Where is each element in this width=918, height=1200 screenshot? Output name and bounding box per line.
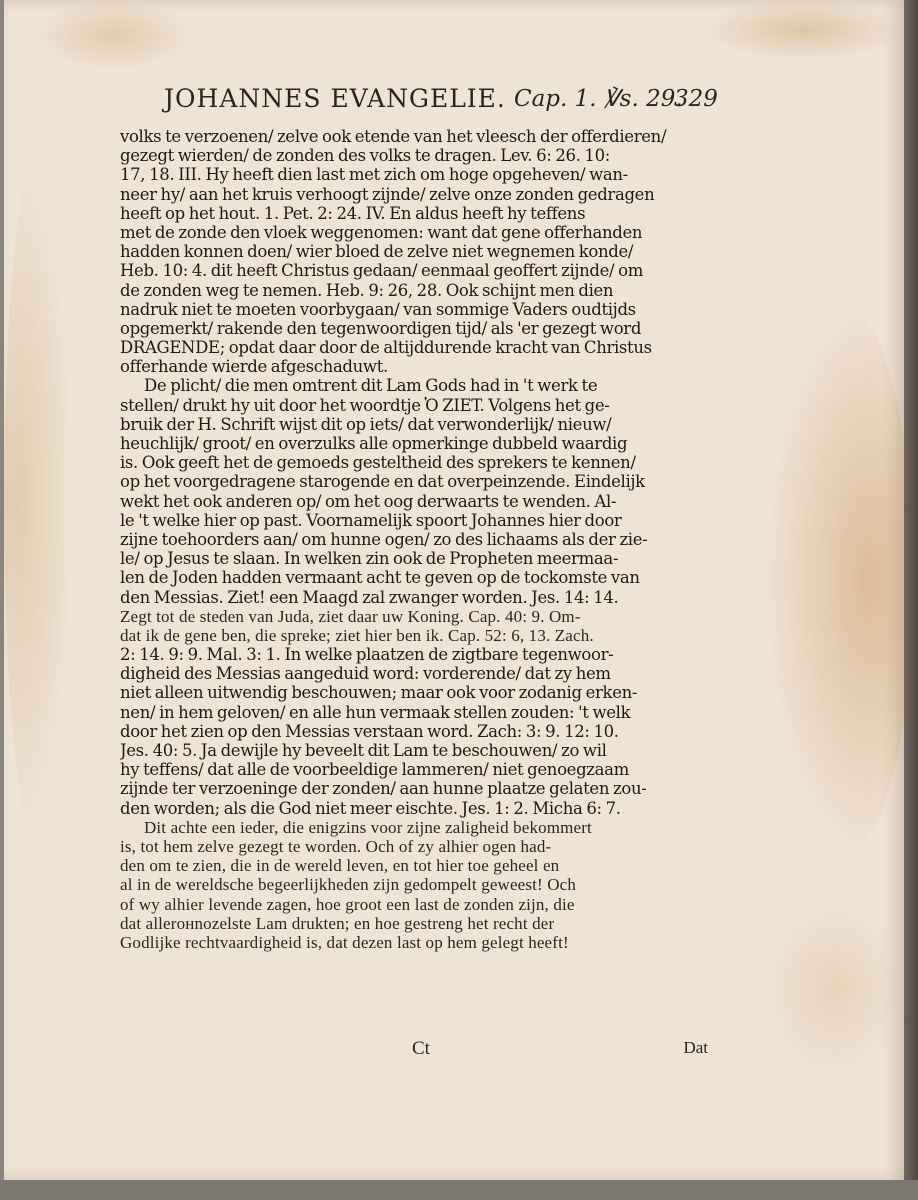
text-line: met de zonde den vloek weggenomen: want dat gene offerhanden	[120, 222, 643, 242]
signature-mark: Ct	[412, 1038, 430, 1059]
text-line: le/ op Jesus te slaan. In welken zin ook de Propheten meermaa-	[120, 549, 619, 569]
text-line: of wy alhier levende zagen, hoe groot een last de zonden zijn, die	[120, 894, 575, 914]
text-line: door het zien op den Messias verstaan word. Zach: 3: 9. 12: 10.	[120, 721, 619, 741]
text-line: bruik der H. Schrift wijst dit op iets/ dat verwonderlijk/ nieuw/	[120, 414, 612, 434]
text-line: DRAGENDE; opdat daar door de altijddurende kracht van Christus	[120, 338, 652, 358]
text-line: nadruk niet te moeten voorbygaan/ van sommige Vaders oudtijds	[120, 299, 636, 319]
text-line: is. Ook geeft het de gemoeds gesteltheid des sprekers te kennen/	[120, 453, 636, 473]
text-line: stellen/ drukt hy uit door het woordtje Ὁ ZIET. Volgens het ge-	[120, 395, 610, 415]
text-line: Dit achte een ieder, die enigzins voor zijne zaligheid bekommert	[144, 817, 592, 837]
chapter-reference: Cap. 1. ℣s. 29.	[514, 86, 683, 112]
text-line: De plicht/ die men omtrent dit Lam Gods had in 't werk te	[144, 376, 598, 396]
book-page	[4, 0, 904, 1180]
book-spine-edge	[904, 0, 918, 1200]
text-line: 2: 14. 9: 9. Mal. 3: 1. In welke plaatzen de zigtbare tegenwoor-	[120, 645, 614, 665]
text-line: den Messias. Ziet! een Maagd zal zwanger worden. Jes. 14: 14.	[120, 587, 619, 607]
text-line: gezegt wierden/ de zonden des volks te dragen. Lev. 6: 26. 10:	[120, 146, 610, 166]
text-line: len de Joden hadden vermaant acht te geven op de tockomste van	[120, 568, 640, 588]
text-line: offerhande wierde afgeschaduwt.	[120, 357, 388, 377]
text-line: dat allerонnozelste Lam drukten; en hoe gestreng het recht der	[120, 913, 555, 933]
page-bottom-edge	[0, 1180, 918, 1200]
text-line: 17, 18. III. Hy heeft dien last met zich om hoge opgeheven/ wan-	[120, 165, 628, 185]
text-line: hy teffens/ dat alle de voorbeeldige lammeren/ niet genoegzaam	[120, 760, 629, 780]
text-line: opgemerkt/ rakende den tegenwoordigen tijd/ als 'er gezegt word	[120, 318, 642, 338]
text-line: Godlijke rechtvaardigheid is, dat dezen last op hem gelegt heeft!	[120, 932, 569, 952]
page-number: 329	[674, 86, 718, 112]
water-stain	[704, 0, 904, 60]
text-line: den worden; als die God niet meer eischte. Jes. 1: 2. Micha 6: 7.	[120, 798, 621, 818]
text-line: dat ik de gene ben, die spreke; ziet hier ben ik. Cap. 52: 6, 13. Zach.	[120, 625, 594, 645]
text-line: hadden konnen doen/ wier bloed de zelve niet wegnemen konde/	[120, 242, 634, 262]
text-line: le 't welke hier op past. Voornamelijk spoort Johannes hier door	[120, 510, 622, 530]
text-line: Jes. 40: 5. Ja dewijle hy beveelt dit Lam te beschouwen/ zo wil	[120, 741, 607, 760]
water-stain	[4, 150, 74, 850]
page-header	[164, 84, 724, 124]
page-footer	[116, 1038, 716, 1062]
water-stain	[764, 300, 914, 860]
text-line: al in de wereldsche begeerlijkheden zijn gedompelt geweest! Och	[120, 875, 576, 895]
text-line: zijnde ter verzoeninge der zonden/ aan hunne plaatze gelaten zou-	[120, 779, 647, 799]
text-line: wekt het ook anderen op/ om het oog derwaarts te wenden. Al-	[120, 491, 617, 511]
water-stain	[34, 0, 194, 70]
running-title: JOHANNES EVANGELIE.	[164, 84, 506, 113]
text-line: niet alleen uitwendig beschouwen; maar ook voor zodanig erken-	[120, 683, 638, 703]
body-text	[120, 127, 720, 952]
text-line: zijne toehoorders aan/ om hunne ogen/ zo des lichaams als der zie-	[120, 529, 648, 549]
text-line: nen/ in hem geloven/ en alle hun vermaak stellen zouden: 't welk	[120, 702, 631, 722]
text-line: Zegt tot de steden van Juda, ziet daar uw Koning. Cap. 40: 9. Om-	[120, 606, 581, 626]
text-line: digheid des Messias aangeduid word: vorderende/ dat zy hem	[120, 664, 611, 684]
water-stain	[764, 900, 904, 1080]
catchword: Dat	[683, 1038, 708, 1057]
text-line: den om te zien, die in de wereld leven, en tot hier toe geheel en	[120, 856, 560, 876]
text-line: Heb. 10: 4. dit heeft Christus gedaan/ eenmaal geoffert zijnde/ om	[120, 261, 644, 281]
text-line: heeft op het hout. 1. Pet. 2: 24. IV. En aldus heeft hy teffens	[120, 203, 586, 223]
text-line: op het voorgedragene starogende en dat overpeinzende. Eindelijk	[120, 472, 645, 492]
text-line: neer hy/ aan het kruis verhoogt zijnde/ zelve onze zonden gedragen	[120, 184, 655, 204]
text-line: is, tot hem zelve gezegt te worden. Och of zy alhier ogen had-	[120, 836, 552, 856]
text-line: heuchlijk/ groot/ en overzulks alle opmerkinge dubbeld waardig	[120, 434, 628, 453]
text-line: de zonden weg te nemen. Heb. 9: 26, 28. Ook schijnt men dien	[120, 280, 614, 300]
text-line: volks te verzoenen/ zelve ook etende van het vleesch der offerdieren/	[120, 127, 667, 146]
